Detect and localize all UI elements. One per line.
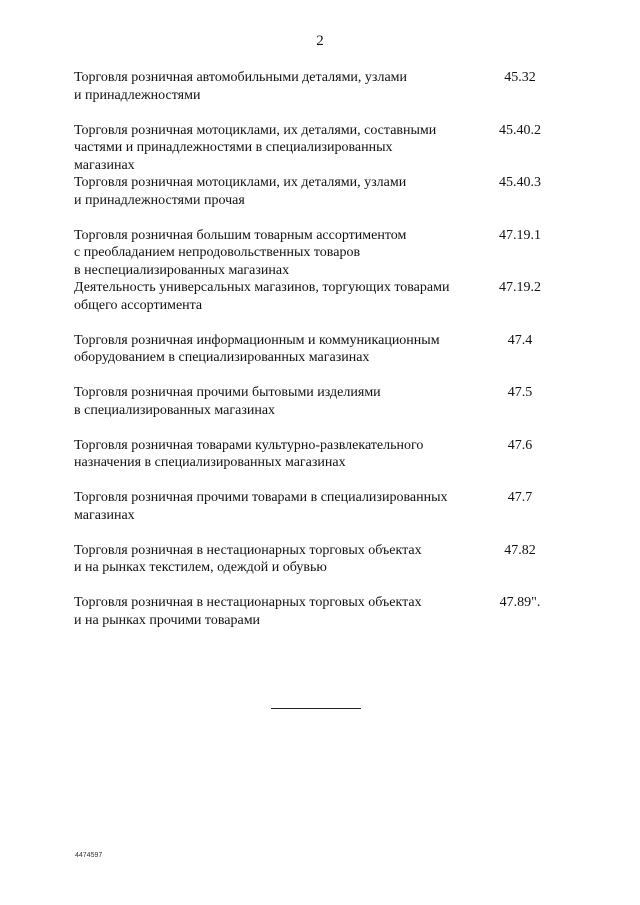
list-item	[74, 227, 560, 280]
list-item	[74, 489, 560, 542]
activity-description: Торговля розничная мотоциклами, их деталями, составными частями и принадлежностями в специализированных магазинах	[74, 122, 437, 173]
activity-code: 47.19.1	[499, 227, 541, 243]
activity-code: 47.19.2	[499, 280, 541, 295]
activity-code: 47.7	[507, 490, 533, 505]
list-item	[74, 279, 560, 332]
activity-description: Торговля розничная мотоциклами, их деталями, узлами и принадлежностями прочая	[74, 175, 407, 208]
list-item	[74, 174, 560, 227]
activity-description: Торговля розничная в нестационарных торговых объектах и на рынках прочими товарами	[74, 595, 422, 628]
activity-description: Торговля розничная прочими бытовыми изделиями в специализированных магазинах	[74, 385, 381, 418]
list-item	[74, 122, 560, 175]
end-rule-divider	[271, 708, 361, 709]
list-item	[74, 594, 560, 647]
activity-description: Торговля розничная товарами культурно-развлекательного назначения в специализированных магазинах	[74, 437, 424, 470]
list-item	[74, 332, 560, 385]
activity-code: 45.40.3	[499, 175, 541, 190]
activity-description: Торговля розничная автомобильными деталями, узлами и принадлежностями	[74, 70, 408, 103]
activity-list	[74, 69, 560, 647]
activity-description: Торговля розничная в нестационарных торговых объектах и на рынках текстилем, одеждой и обувью	[74, 542, 422, 575]
list-item	[74, 384, 560, 437]
activity-description: Деятельность универсальных магазинов, торгующих товарами общего ассортимента	[74, 280, 450, 313]
activity-description: Торговля розничная большим товарным ассортиментом с преобладанием непродовольственных товаров в неспециализированных магазинах	[74, 227, 407, 278]
activity-code: 47.6	[507, 437, 533, 453]
activity-code: 47.82	[504, 542, 536, 558]
list-item	[74, 542, 560, 595]
activity-code: 45.32	[504, 70, 536, 85]
document-id: 4474597	[75, 852, 103, 859]
activity-code: 47.4	[507, 332, 533, 348]
list-item	[74, 69, 560, 122]
activity-code: 47.89".	[499, 595, 541, 610]
activity-description: Торговля розничная прочими товарами в специализированных магазинах	[74, 490, 448, 523]
page-number: 2	[316, 33, 324, 49]
activity-code: 45.40.2	[499, 122, 541, 138]
list-item	[74, 437, 560, 490]
activity-description: Торговля розничная информационным и коммуникационным оборудованием в специализированных магазинах	[74, 332, 440, 365]
activity-code: 47.5	[507, 385, 533, 400]
